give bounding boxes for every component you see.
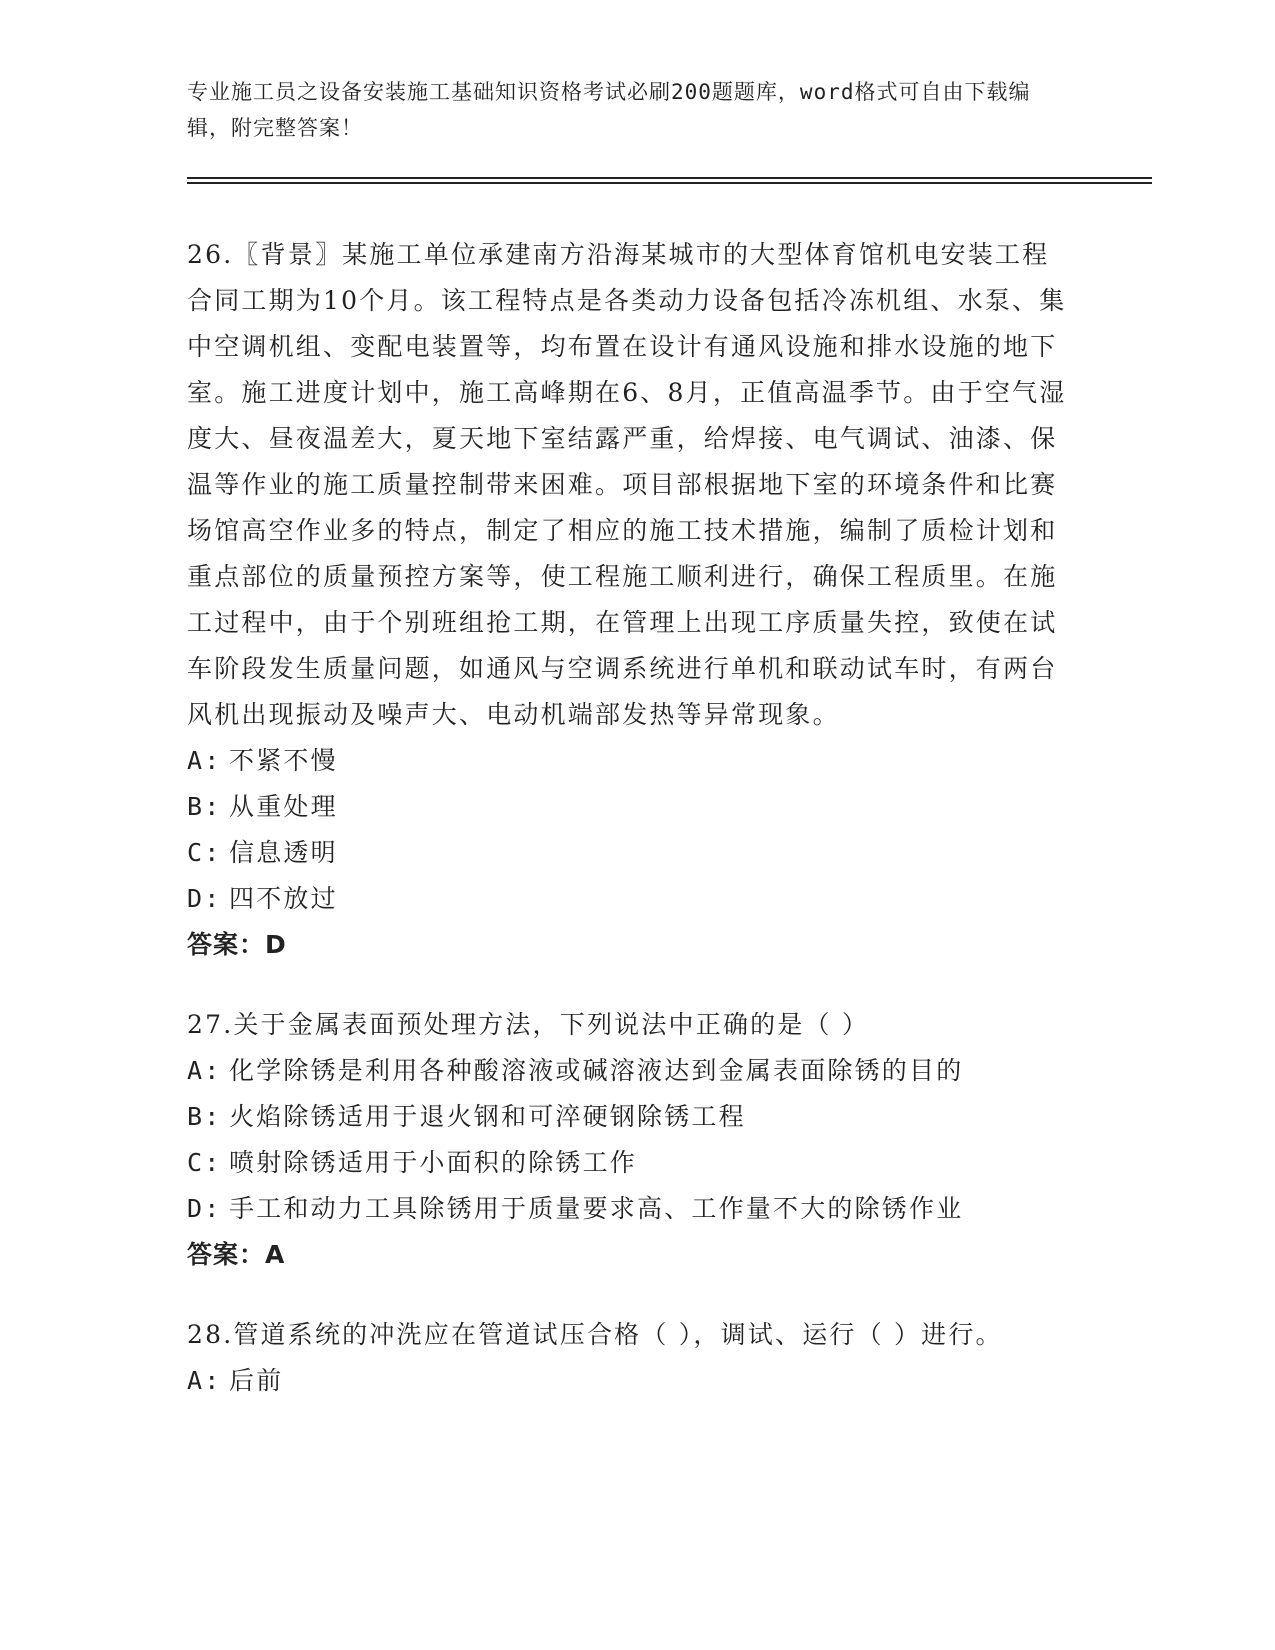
answer-line: 答案：A [187, 1240, 286, 1269]
option-text: 四不放过 [229, 884, 338, 913]
question-text: 关于金属表面预处理方法，下列说法中正确的是（ ） [233, 1010, 870, 1039]
option-letter: D: [187, 1194, 222, 1223]
question-stem [187, 232, 1067, 738]
option-text: 火焰除锈适用于退火钢和可淬硬钢除锈工程 [229, 1102, 746, 1131]
question-28 [187, 1312, 1067, 1404]
answer-line: 答案：D [187, 930, 287, 959]
question-stem [187, 1002, 1067, 1048]
option-letter: A: [187, 746, 222, 775]
option-a [187, 1048, 1067, 1094]
option-letter: C: [187, 1148, 222, 1177]
question-number: 28. [187, 1320, 234, 1349]
option-letter: B: [187, 1102, 222, 1131]
question-text: 〖背景〗某施工单位承建南方沿海某城市的大型体育馆机电安装工程合同工期为10个月。该工程特点是各类动力设备包括冷冻机组、水泵、集中空调机组、变配电装置等，均布置在设计有通风设施和排水设施的地下室。施工进度计划中，施工高峰期在6、8月，正值高温季节。由于空气湿度大、昼夜温差大，夏天地下室结露严重，给焊接、电气调试、油漆、保温等作业的施工质量控制带来困难。项目部根据地下室的环境条件和比赛场馆高空作业多的特点，制定了相应的施工技术措施，编制了质检计划和重点部位的质量预控方案等，使工程施工顺利进行，确保工程质里。在施工过程中，由于个别班组抢工期，在管理上出现工序质量失控，致使在试车阶段发生质量问题，如通风与空调系统进行单机和联动试车时，有两台风机出现振动及噪声大、电动机端部发热等异常现象。 [187, 240, 1067, 729]
question-stem [187, 1312, 1067, 1358]
header-divider-bottom [187, 182, 1152, 184]
option-letter: A: [187, 1056, 222, 1085]
option-text: 不紧不慢 [229, 746, 338, 775]
option-c [187, 1140, 1067, 1186]
option-a [187, 738, 1067, 784]
document-header [187, 74, 1067, 146]
option-letter: D: [187, 884, 222, 913]
option-d [187, 876, 1067, 922]
question-number: 26. [187, 240, 234, 269]
option-d [187, 1186, 1067, 1232]
option-letter: A: [187, 1366, 222, 1395]
question-number: 27. [187, 1010, 234, 1039]
option-letter: C: [187, 838, 222, 867]
header-divider-top [187, 177, 1152, 179]
option-b [187, 784, 1067, 830]
option-text: 喷射除锈适用于小面积的除锈工作 [229, 1148, 638, 1177]
option-letter: B: [187, 792, 222, 821]
option-text: 手工和动力工具除锈用于质量要求高、工作量不大的除锈作业 [229, 1194, 964, 1223]
option-c [187, 830, 1067, 876]
header-text: 专业施工员之设备安装施工基础知识资格考试必刷200题题库，word格式可自由下载编辑，附完整答案！ [187, 80, 1031, 140]
option-text: 从重处理 [229, 792, 338, 821]
option-text: 后前 [229, 1366, 284, 1395]
option-b [187, 1094, 1067, 1140]
option-text: 化学除锈是利用各种酸溶液或碱溶液达到金属表面除锈的目的 [229, 1056, 964, 1085]
question-text: 管道系统的冲洗应在管道试压合格（ ），调试、运行（ ）进行。 [233, 1320, 1003, 1349]
question-27 [187, 1002, 1067, 1278]
question-26 [187, 232, 1067, 968]
option-a [187, 1358, 1067, 1404]
option-text: 信息透明 [229, 838, 338, 867]
question-list [187, 232, 1067, 1404]
